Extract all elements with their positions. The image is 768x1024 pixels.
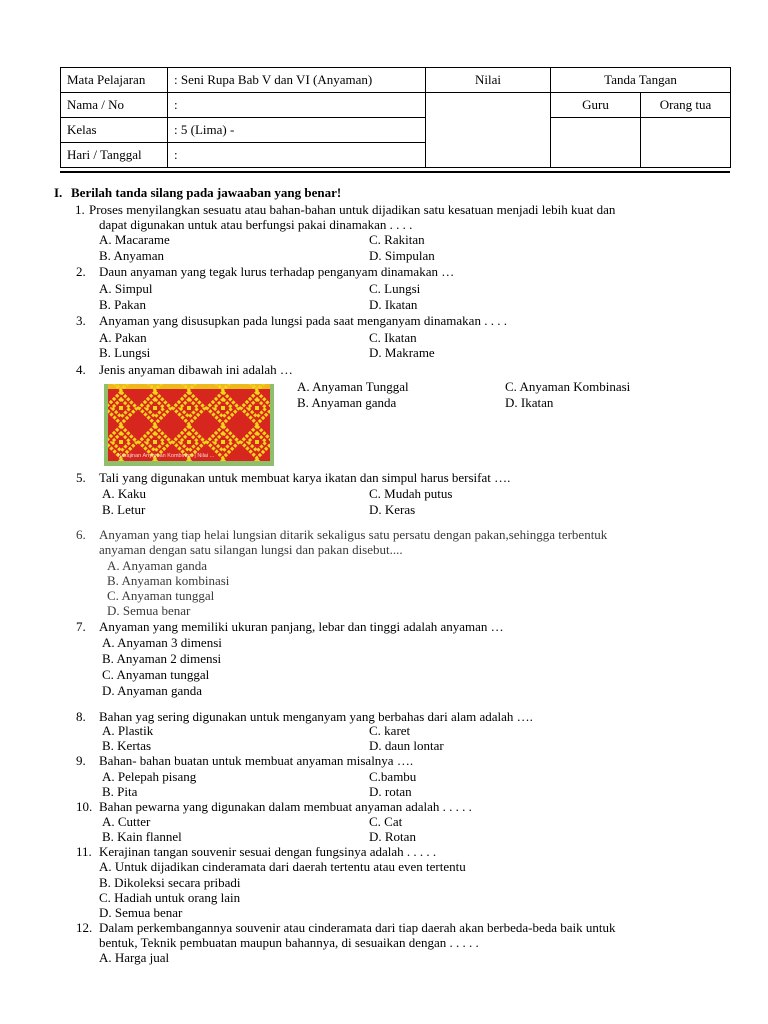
- woven-pattern-graphic: [104, 384, 274, 466]
- question-number: 3.: [76, 313, 86, 328]
- option-b[interactable]: B. Anyaman ganda: [297, 395, 397, 410]
- question-number: 12.: [76, 920, 93, 935]
- date-label: Hari / Tanggal: [61, 143, 168, 168]
- option-b[interactable]: B. Dikoleksi secara pribadi: [99, 875, 241, 890]
- question-text: dapat digunakan untuk atau berfungsi pakai dinamakan . . . .: [99, 217, 413, 232]
- question-number: 10.: [76, 799, 93, 814]
- option-a[interactable]: A. Cutter: [102, 814, 151, 829]
- option-d[interactable]: D. Ikatan: [369, 297, 418, 312]
- option-a[interactable]: A. Anyaman ganda: [107, 558, 208, 573]
- option-d[interactable]: D. Makrame: [369, 345, 435, 360]
- question-number: 7.: [76, 619, 86, 634]
- question-text: Tali yang digunakan untuk membuat karya ikatan dan simpul harus bersifat ….: [99, 470, 511, 485]
- question-number: 11.: [76, 844, 92, 859]
- question-text: Bahan pewarna yang digunakan dalam membuat anyaman adalah . . . . .: [99, 799, 472, 814]
- option-a[interactable]: A. Simpul: [99, 281, 153, 296]
- option-a[interactable]: A. Macarame: [99, 232, 170, 247]
- question-number: 6.: [76, 527, 86, 542]
- question-number: 5.: [76, 470, 86, 485]
- option-c[interactable]: C. Mudah putus: [369, 486, 453, 501]
- question-text: bentuk, Teknik pembuatan maupun bahannya, di sesuaikan dengan . . . . .: [99, 935, 479, 950]
- score-box[interactable]: [426, 93, 551, 168]
- question-number: 4.: [76, 362, 86, 377]
- option-d[interactable]: D. Ikatan: [505, 395, 554, 410]
- option-b[interactable]: B. Pakan: [99, 297, 146, 312]
- option-c[interactable]: C. Anyaman tunggal: [107, 588, 215, 603]
- option-b[interactable]: B. Kain flannel: [102, 829, 182, 844]
- class-value[interactable]: : 5 (Lima) -: [168, 118, 426, 143]
- woven-pattern-image: [104, 384, 274, 466]
- option-c[interactable]: C. karet: [369, 723, 411, 738]
- option-c[interactable]: C.bambu: [369, 769, 417, 784]
- option-d[interactable]: D. rotan: [369, 784, 412, 799]
- question-text: Jenis anyaman dibawah ini adalah …: [99, 362, 293, 377]
- option-d[interactable]: D. Anyaman ganda: [102, 683, 203, 698]
- option-c[interactable]: C. Lungsi: [369, 281, 421, 296]
- question-text: Kerajinan tangan souvenir sesuai dengan fungsinya adalah . . . . .: [99, 844, 437, 859]
- option-c[interactable]: C. Rakitan: [369, 232, 425, 247]
- option-b[interactable]: B. Anyaman kombinasi: [107, 573, 230, 588]
- option-b[interactable]: B. Kertas: [102, 738, 152, 753]
- teacher-signature-box[interactable]: [551, 118, 641, 168]
- option-d[interactable]: D. Rotan: [369, 829, 416, 844]
- option-c[interactable]: C. Ikatan: [369, 330, 417, 345]
- question-number: 9.: [76, 753, 86, 768]
- option-b[interactable]: B. Lungsi: [99, 345, 151, 360]
- option-a[interactable]: A. Harga jual: [99, 950, 170, 965]
- question-text: Anyaman yang disusupkan pada lungsi pada saat menganyam dinamakan . . . .: [99, 313, 507, 328]
- option-a[interactable]: A. Untuk dijadikan cinderamata dari daerah tertentu atau even tertentu: [99, 859, 466, 874]
- header-divider: [60, 171, 730, 173]
- option-d[interactable]: D. Simpulan: [369, 248, 435, 263]
- option-d[interactable]: D. Keras: [369, 502, 416, 517]
- question-text: Bahan yag sering digunakan untuk menganyam yang berbahas dari alam adalah ….: [99, 709, 533, 724]
- option-a[interactable]: A. Anyaman Tunggal: [297, 379, 409, 394]
- option-a[interactable]: A. Plastik: [102, 723, 154, 738]
- question-number: 2.: [76, 264, 86, 279]
- question-text: Anyaman yang tiap helai lungsian ditarik sekaligus satu persatu dengan pakan,sehingga terbentuk: [99, 527, 608, 542]
- subject-value: : Seni Rupa Bab V dan VI (Anyaman): [168, 68, 426, 93]
- image-caption: Kerajinan Anyaman Kombinasi | Nilai ...: [118, 453, 215, 459]
- option-c[interactable]: C. Anyaman Kombinasi: [505, 379, 631, 394]
- parent-signature-box[interactable]: [641, 118, 731, 168]
- question-number: 8.: [76, 709, 86, 724]
- option-c[interactable]: C. Hadiah untuk orang lain: [99, 890, 241, 905]
- subject-label: Mata Pelajaran: [61, 68, 168, 93]
- section-title: Berilah tanda silang pada jawaaban yang benar!: [71, 185, 342, 200]
- option-c[interactable]: C. Anyaman tunggal: [102, 667, 210, 682]
- name-label: Nama / No: [61, 93, 168, 118]
- option-b[interactable]: B. Anyaman: [99, 248, 164, 263]
- question-text: anyaman dengan satu silangan lungsi dan pakan disebut....: [99, 542, 403, 557]
- option-b[interactable]: B. Pita: [102, 784, 138, 799]
- score-label: Nilai: [426, 68, 551, 93]
- question-text: Anyaman yang memiliki ukuran panjang, lebar dan tinggi adalah anyaman …: [99, 619, 504, 634]
- parent-label: Orang tua: [641, 93, 731, 118]
- header-table: [60, 67, 731, 168]
- option-a[interactable]: A. Pakan: [99, 330, 147, 345]
- question-text: Dalam perkembangannya souvenir atau cinderamata dari tiap daerah akan berbeda-beda baik untuk: [99, 920, 616, 935]
- option-a[interactable]: A. Anyaman 3 dimensi: [102, 635, 222, 650]
- option-a[interactable]: A. Pelepah pisang: [102, 769, 197, 784]
- option-d[interactable]: D. Semua benar: [107, 603, 191, 618]
- option-b[interactable]: B. Letur: [102, 502, 146, 517]
- name-value[interactable]: :: [168, 93, 426, 118]
- section-numeral: I.: [54, 185, 63, 200]
- option-c[interactable]: C. Cat: [369, 814, 403, 829]
- question-text: Daun anyaman yang tegak lurus terhadap penganyam dinamakan …: [99, 264, 455, 279]
- signature-label: Tanda Tangan: [551, 68, 731, 93]
- option-b[interactable]: B. Anyaman 2 dimensi: [102, 651, 222, 666]
- date-value[interactable]: :: [168, 143, 426, 168]
- question-text: Proses menyilangkan sesuatu atau bahan-bahan untuk dijadikan satu kesatuan menjadi lebih kuat dan: [89, 202, 616, 217]
- class-label: Kelas: [61, 118, 168, 143]
- option-a[interactable]: A. Kaku: [102, 486, 147, 501]
- teacher-label: Guru: [551, 93, 641, 118]
- question-text: Bahan- bahan buatan untuk membuat anyaman misalnya ….: [99, 753, 414, 768]
- option-d[interactable]: D. Semua benar: [99, 905, 183, 920]
- option-d[interactable]: D. daun lontar: [369, 738, 444, 753]
- question-number: 1.: [75, 202, 85, 217]
